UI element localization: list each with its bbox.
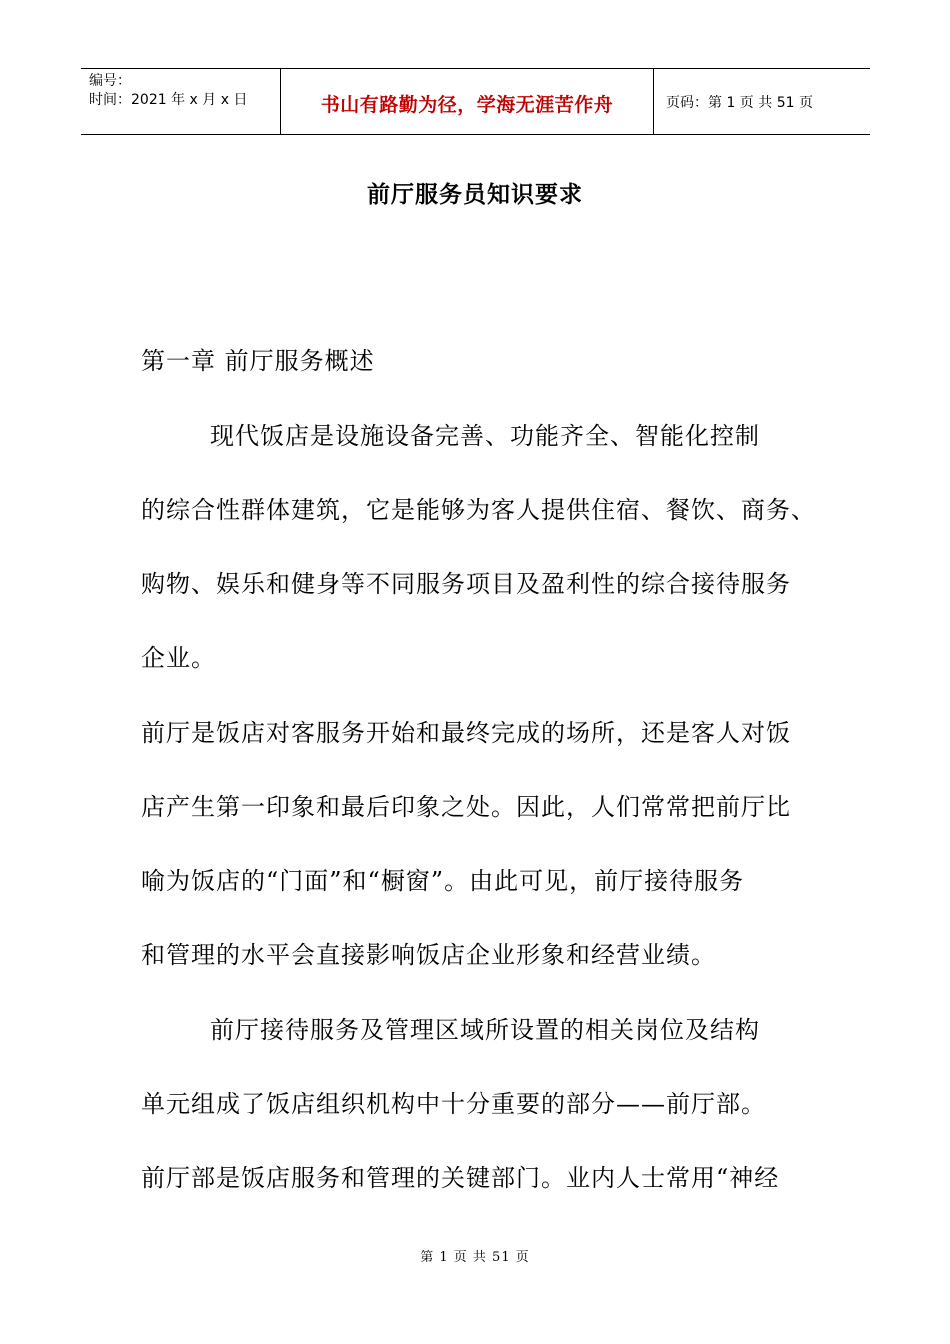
header-table [81,68,870,135]
body-line: 前厅接待服务及管理区域所设置的相关岗位及结构 [141,1016,761,1044]
body-line: 和管理的水平会直接影响饭店企业形象和经营业绩。 [141,941,716,969]
body-line: 企业。 [141,644,216,672]
body-line: 前厅是饭店对客服务开始和最终完成的场所，还是客人对饭 [141,719,791,747]
header-page-cell [654,69,870,134]
body-line: 前厅部是饭店服务和管理的关键部门。业内人士常用“神经 [141,1164,780,1192]
motto: 书山有路勤为径，学海无涯苦作舟 [320,94,614,116]
body-line: 喻为饭店的“门面”和“橱窗”。由此可见，前厅接待服务 [141,867,745,895]
header-meta-cell [81,69,281,134]
date-line: 时间：2021 年 x 月 x 日 [89,92,248,108]
page-footer: 第 1 页 共 51 页 [420,1250,530,1265]
body-line: 购物、娱乐和健身等不同服务项目及盈利性的综合接待服务 [141,570,791,598]
body-line: 单元组成了饭店组织机构中十分重要的部分——前厅部。 [141,1090,766,1118]
header-motto-cell [281,69,654,134]
chapter-heading: 第一章 前厅服务概述 [141,347,375,375]
document-title: 前厅服务员知识要求 [367,181,583,208]
body-line: 现代饭店是设施设备完善、功能齐全、智能化控制 [141,422,761,450]
body-line: 的综合性群体建筑，它是能够为客人提供住宿、餐饮、商务、 [141,496,816,524]
number-label: 编号： [89,73,131,89]
body-line: 店产生第一印象和最后印象之处。因此，人们常常把前厅比 [141,793,791,821]
page-info: 页码：第 1 页 共 51 页 [666,94,813,111]
